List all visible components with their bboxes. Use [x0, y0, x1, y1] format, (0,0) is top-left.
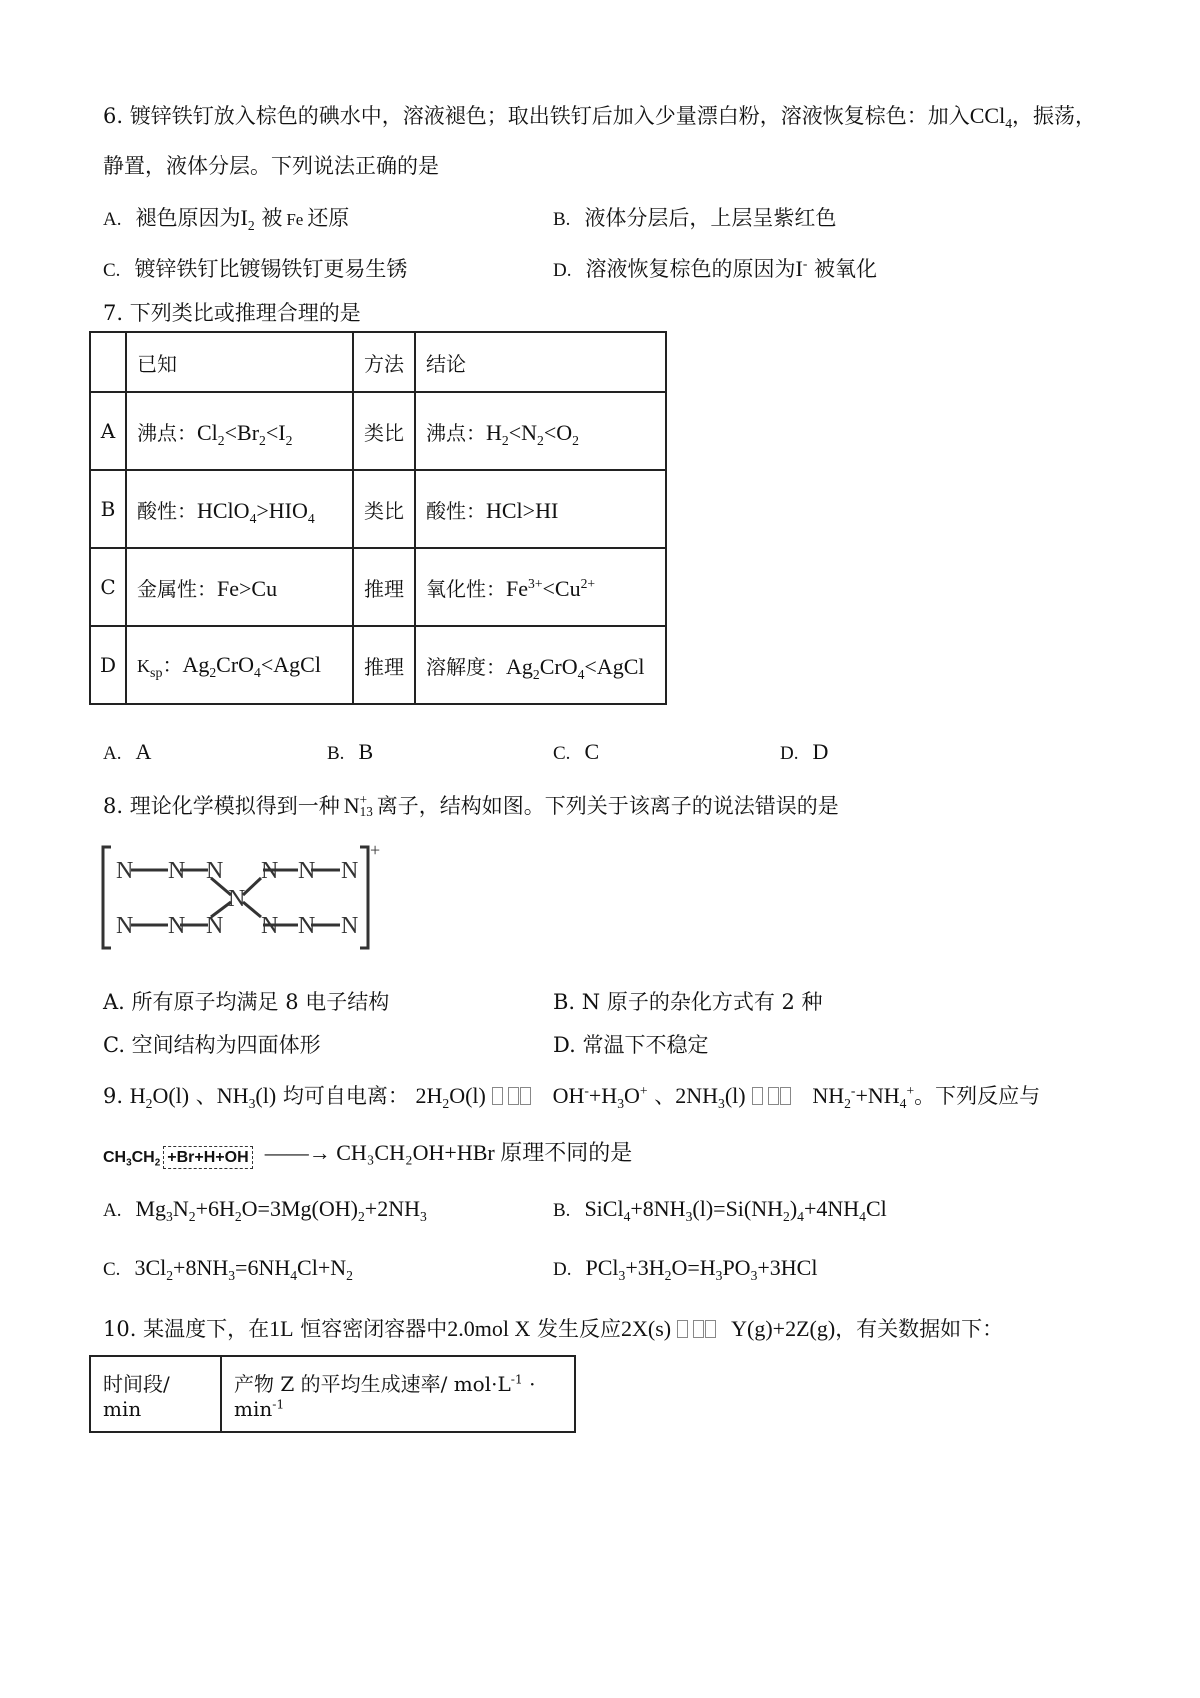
q7-answer-c: C. C: [553, 739, 600, 764]
diagram-atom: N: [298, 858, 316, 884]
diagram-atom: N: [228, 886, 246, 912]
diagram-atom: N: [206, 913, 224, 939]
diagram-atom: N: [168, 913, 186, 939]
diagram-atom: N: [116, 858, 134, 884]
q7-answer-a: A. A: [103, 739, 152, 764]
n13-structure-diagram: [98, 840, 388, 955]
q10-stem: 10. 某温度下，在1L 恒容密闭容器中2.0mol X 发生反应2X(s) Y(g)+2Z(g)，有关数据如下：: [103, 1316, 1004, 1341]
diagram-atom: N: [168, 858, 186, 884]
row-key: C: [90, 548, 126, 626]
q9-option-c: C. $3Cl_2+8NH_3=6NH_4Cl+N_2$: [103, 1255, 353, 1283]
q9-option-d: D. $PCl_3+3H_2O=H_3PO_3+3HCl$: [553, 1255, 818, 1283]
diagram-atom: N: [261, 913, 279, 939]
diagram-atom: N: [206, 858, 224, 884]
row-conclusion: 沸点：$H_2<N_2<O_2$: [415, 392, 666, 470]
equilibrium-arrow-icon: [750, 1085, 802, 1107]
q8-option-d: D. 常温下不稳定: [553, 1033, 709, 1057]
row-known: 沸点：$Cl_2<Br_2<I_2$: [126, 392, 353, 470]
table-row: [90, 392, 666, 470]
q6-option-c: C. 镀锌铁钉比镀锡铁钉更易生锈: [103, 257, 408, 281]
row-key: A: [90, 392, 126, 470]
q9-stem-line2: $CH_3CH_2 +Br+H+OH$ ——→ CH₃CH₂OH+HBr 原理不同的是: [103, 1140, 633, 1169]
q6-option-a: A. 褪色原因为$I_2$ 被 Fe 还原: [103, 205, 350, 233]
equilibrium-arrow-icon: [490, 1085, 542, 1107]
header-time-period: 时间段/ min: [90, 1356, 221, 1432]
q8-option-b: B. N 原子的杂化方式有 2 种: [553, 990, 823, 1014]
header-rate: 产物 Z 的平均生成速率/ $mol\cdot L^{-1} \cdot \min^{-1}$: [221, 1356, 575, 1432]
table-header-row: [90, 332, 666, 392]
q7-answer-b: B. B: [327, 739, 374, 764]
q6-option-d: D. 溶液恢复棕色的原因为I- 被氧化: [553, 255, 878, 281]
equilibrium-arrow-icon: [675, 1318, 727, 1340]
header-conclusion: 结论: [415, 332, 666, 392]
diagram-atom: N: [298, 913, 316, 939]
row-conclusion: 氧化性：$Fe^{3+}<Cu^{2+}$: [415, 548, 666, 626]
q9-option-b: B. $SiCl_4+8NH_3(l)=Si(NH_2)_4+4NH_4Cl$: [553, 1196, 887, 1224]
q7-stem: 7. 下列类比或推理合理的是: [103, 301, 361, 325]
q9-stem-line1: 9. $H_2O(l)$ 、$NH_3(l)$ 均可自电离： $2H_2O(l)$ $OH^-+H_3O^+$ 、$2NH_3(l)$ $NH_2^-+NH_4^+$。下列反应与: [103, 1082, 1041, 1111]
q8-option-a: A. 所有原子均满足 8 电子结构: [103, 990, 390, 1014]
header-method: 方法: [353, 332, 415, 392]
row-known: 酸性：$HClO_4>HIO_4$: [126, 470, 353, 548]
q8-option-c: C. 空间结构为四面体形: [103, 1033, 321, 1057]
row-method: 类比: [353, 392, 415, 470]
reaction-scheme-image: $CH_3CH_2 +Br+H+OH$: [103, 1149, 258, 1167]
row-method: 类比: [353, 470, 415, 548]
q6-line2: 静置，液体分层。下列说法正确的是: [103, 154, 439, 178]
q7-answer-d: D. D: [780, 739, 829, 764]
q6-line1: 6. 镀锌铁钉放入棕色的碘水中，溶液褪色；取出铁钉后加入少量漂白粉，溶液恢复棕色：加入CCl$_4$，振荡，: [103, 103, 1096, 131]
q8-stem: 8. 理论化学模拟得到一种 N + 13 离子，结构如图。下列关于该离子的说法错误的是: [103, 792, 839, 820]
diagram-atom: N: [261, 858, 279, 884]
row-key: B: [90, 470, 126, 548]
table-header-row: [90, 1356, 575, 1432]
table-row: [90, 470, 666, 548]
row-known: $K_{sp}$：$Ag_2CrO_4<AgCl$: [126, 626, 353, 704]
header-known: 已知: [126, 332, 353, 392]
diagram-atom: N: [116, 913, 134, 939]
diagram-charge: +: [370, 840, 381, 860]
q7-table: [89, 331, 667, 705]
row-known: 金属性：Fe>Cu: [126, 548, 353, 626]
diagram-atom: N: [341, 858, 359, 884]
q6-option-b: B. 液体分层后，上层呈紫红色: [553, 206, 837, 230]
row-key: D: [90, 626, 126, 704]
row-method: 推理: [353, 548, 415, 626]
diagram-atom: N: [341, 913, 359, 939]
table-row: [90, 626, 666, 704]
row-method: 推理: [353, 626, 415, 704]
row-conclusion: 酸性：HCl>HI: [415, 470, 666, 548]
q9-option-a: A. $Mg_3N_2+6H_2O=3Mg(OH)_2+2NH_3$: [103, 1196, 427, 1224]
table-row: [90, 548, 666, 626]
row-conclusion: 溶解度：$Ag_2CrO_4<AgCl$: [415, 626, 666, 704]
q10-table: [89, 1355, 576, 1433]
